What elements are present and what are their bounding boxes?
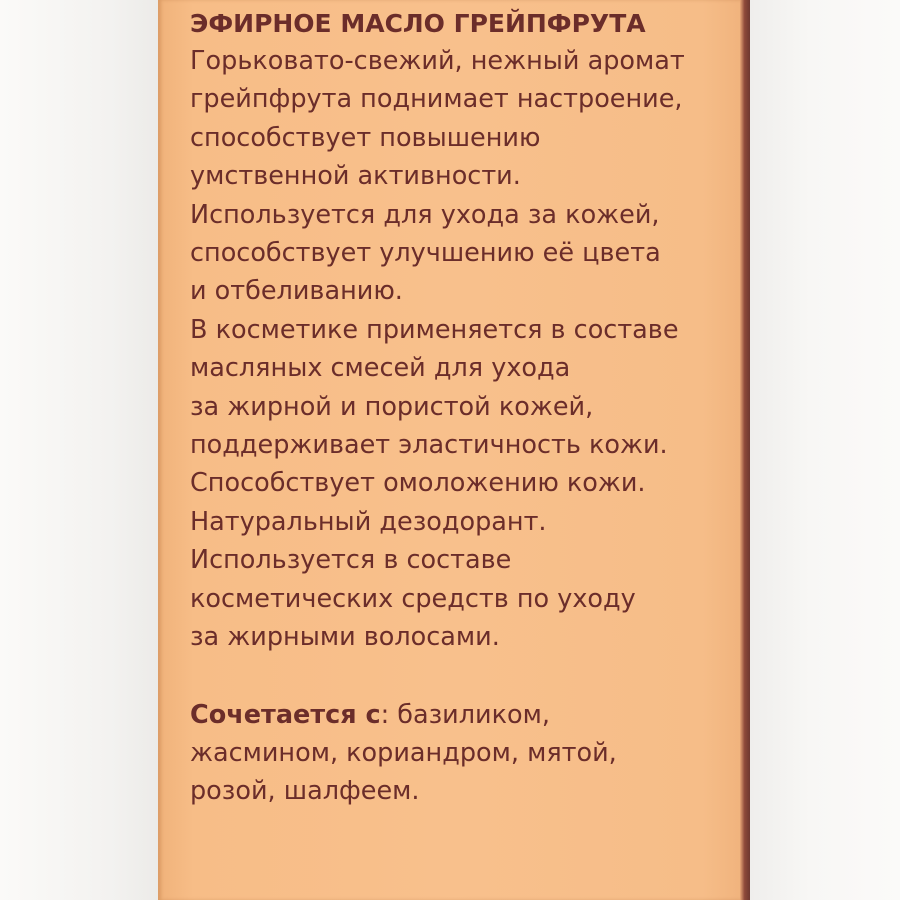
paragraph-gap <box>190 657 735 696</box>
background-left <box>0 0 158 900</box>
combines-first: : базиликом, <box>380 699 550 730</box>
description-line: за жирной и пористой кожей, <box>190 391 594 422</box>
combines-label: Сочетается с <box>190 699 381 730</box>
description-line: умственной активности. <box>190 161 521 192</box>
description-line: за жирными волосами. <box>190 622 500 653</box>
description-line: и отбеливанию. <box>190 276 403 307</box>
background-right <box>750 0 900 900</box>
description-line: Способствует омоложению кожи. <box>190 468 646 499</box>
label-text <box>190 6 735 811</box>
combines-line: розой, шалфеем. <box>190 776 420 807</box>
description-line: Используется в составе <box>190 545 512 576</box>
description-line: способствует повышению <box>190 122 541 153</box>
description-line: масляных смесей для ухода <box>190 353 571 384</box>
description-line: способствует улучшению её цвета <box>190 238 661 269</box>
description-line: Натуральный дезодорант. <box>190 506 547 537</box>
combines-line <box>190 696 735 734</box>
description-line: Используется для ухода за кожей, <box>190 199 660 230</box>
package-box-edge <box>740 0 750 900</box>
description-line: поддерживает эластичность кожи. <box>190 430 668 461</box>
description-line: косметических средств по уходу <box>190 583 636 614</box>
description-line: Горьковато-свежий, нежный аромат <box>190 46 685 76</box>
product-title: ЭФИРНОЕ МАСЛО ГРЕЙПФРУТА <box>190 9 646 38</box>
combines-line: жасмином, кориандром, мятой, <box>190 737 617 768</box>
description-line: В косметике применяется в составе <box>190 314 679 345</box>
description-line: грейпфрута поднимает настроение, <box>190 84 683 115</box>
